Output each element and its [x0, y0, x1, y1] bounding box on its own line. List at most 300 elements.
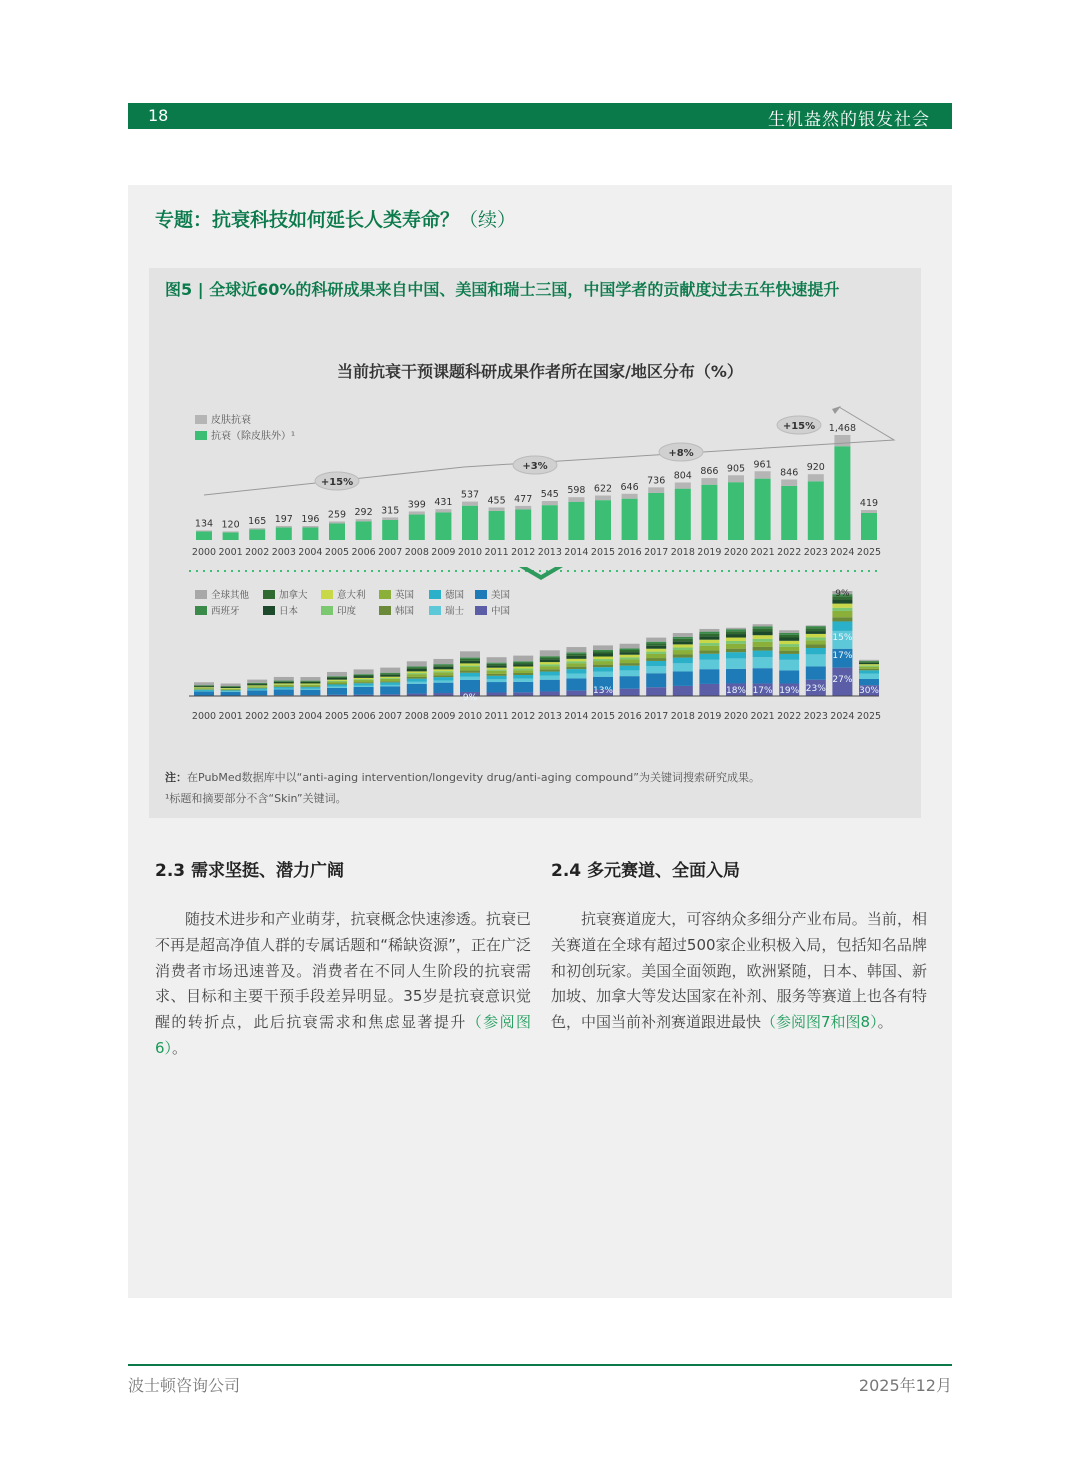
stacked-segment: [806, 628, 826, 631]
stacked-segment: [327, 684, 347, 685]
stacked-segment: [753, 632, 773, 636]
share-label: 27%: [832, 675, 853, 685]
section-heading-right: 2.4 多元赛道、全面入局: [551, 861, 741, 881]
stacked-segment: [726, 631, 746, 634]
tick-label: 2005: [324, 711, 350, 722]
stacked-segment: [300, 683, 320, 684]
legend-swatch: [195, 590, 207, 599]
stacked-segment: [194, 682, 214, 685]
stacked-segment: [726, 644, 746, 649]
stacked-segment: [354, 678, 374, 679]
footer-date: 2025年12月: [858, 1376, 952, 1395]
stacked-segment: [247, 688, 267, 689]
tick-label: 2013: [537, 547, 562, 558]
stacked-segment: [646, 649, 666, 652]
stacked-segment: [274, 683, 294, 684]
bar-antiaging: [409, 515, 425, 540]
stacked-segment: [487, 664, 507, 666]
stacked-segment: [566, 661, 586, 663]
stacked-segment: [859, 664, 879, 665]
stacked-segment: [859, 662, 879, 663]
bar-antiaging: [196, 531, 212, 540]
stacked-segment: [327, 682, 347, 684]
stacked-segment: [407, 684, 427, 694]
stacked-segment: [354, 682, 374, 683]
stacked-segment: [380, 674, 400, 675]
data-label: 1,468: [828, 423, 857, 434]
stacked-segment: [354, 674, 374, 675]
stacked-segment: [806, 634, 826, 638]
stacked-segment: [540, 662, 560, 664]
stacked-segment: [620, 652, 640, 655]
stacked-segment: [646, 654, 666, 658]
stacked-segment: [832, 611, 852, 617]
bar-antiaging: [648, 493, 664, 540]
stacked-segment: [593, 650, 613, 652]
stacked-segment: [407, 667, 427, 668]
stacked-segment: [513, 656, 533, 662]
stacked-segment: [354, 669, 374, 674]
stacked-segment: [832, 608, 852, 611]
stacked-segment: [300, 682, 320, 684]
section-end-right: 。: [877, 1013, 893, 1032]
share-label: 13%: [592, 686, 614, 696]
stacked-segment: [247, 690, 267, 695]
bar-skin: [728, 475, 744, 482]
page-number: 18: [148, 106, 169, 125]
tick-label: 2006: [351, 547, 376, 558]
stacked-segment: [407, 674, 427, 677]
stacked-segment: [566, 656, 586, 659]
stacked-segment: [513, 675, 533, 679]
stacked-segment: [380, 678, 400, 679]
stacked-segment: [646, 666, 666, 673]
stacked-segment: [380, 673, 400, 674]
stacked-segment: [566, 652, 586, 653]
stacked-segment: [806, 637, 826, 640]
stacked-segment: [274, 677, 294, 681]
stacked-segment: [779, 651, 799, 654]
stacked-segment: [380, 675, 400, 677]
tick-label: 2014: [564, 711, 589, 722]
tick-label: 2003: [271, 711, 296, 722]
stacked-segment: [274, 682, 294, 684]
section-heading-left: 2.3 需求坚挺、潜力广阔: [155, 861, 345, 881]
stacked-segment: [407, 673, 427, 674]
legend-label: 西班牙: [211, 606, 240, 617]
stacked-segment: [620, 657, 640, 659]
stacked-segment: [513, 679, 533, 682]
stacked-segment: [300, 687, 320, 689]
stacked-segment: [593, 651, 613, 653]
stacked-segment: [726, 628, 746, 629]
bar-antiaging: [223, 532, 239, 540]
stacked-segment: [221, 692, 241, 696]
stacked-segment: [407, 679, 427, 682]
chart-title: 当前抗衰干预课题科研成果作者所在国家/地区分布（%）: [337, 362, 743, 381]
share-label: 19%: [779, 686, 800, 696]
stacked-segment: [832, 621, 852, 630]
stacked-segment: [566, 654, 586, 656]
stacked-segment: [753, 639, 773, 642]
legend-label: 日本: [279, 606, 299, 617]
stacked-segment: [620, 666, 640, 671]
stacked-segment: [354, 686, 374, 687]
bar-antiaging: [834, 446, 850, 540]
bar-antiaging: [755, 479, 771, 540]
tick-label: 2012: [511, 547, 536, 558]
data-label: 537: [460, 489, 480, 501]
stacked-segment: [433, 677, 453, 680]
stacked-segment: [699, 654, 719, 660]
stacked-segment: [859, 670, 879, 673]
figure-chart: [149, 395, 921, 730]
tick-label: 2003: [271, 547, 296, 558]
bar-skin: [223, 531, 239, 532]
legend-label: 加拿大: [279, 590, 308, 601]
bar-antiaging: [622, 499, 638, 540]
tick-label: 2022: [777, 547, 802, 558]
data-label: 259: [327, 509, 347, 521]
tick-label: 2010: [457, 711, 483, 722]
tick-label: 2001: [218, 547, 243, 558]
chevron-down-icon: [519, 567, 563, 580]
legend-swatch: [263, 590, 275, 599]
stacked-segment: [194, 686, 214, 687]
bar-skin: [808, 474, 824, 481]
stacked-segment: [806, 626, 826, 628]
legend-label: 德国: [445, 590, 465, 601]
stacked-segment: [460, 667, 480, 671]
tick-label: 2025: [856, 547, 882, 558]
stacked-segment: [460, 677, 480, 680]
stacked-segment: [566, 663, 586, 666]
tick-label: 2020: [723, 711, 749, 722]
bar-antiaging: [302, 527, 318, 540]
footer-rule: [128, 1364, 952, 1366]
stacked-segment: [354, 676, 374, 678]
stacked-segment: [673, 644, 693, 647]
share-label: 15%: [832, 633, 853, 643]
stacked-segment: [620, 663, 640, 666]
legend-swatch: [321, 606, 333, 615]
tick-label: 2019: [697, 547, 722, 558]
figure-reference-right[interactable]: （参阅图7和图8）: [761, 1013, 878, 1032]
bar-skin: [462, 502, 478, 506]
tick-label: 2007: [378, 711, 403, 722]
stacked-segment: [354, 680, 374, 682]
bar-skin: [409, 511, 425, 514]
stacked-segment: [673, 650, 693, 654]
legend-label: 美国: [491, 590, 511, 601]
tick-label: 2017: [644, 711, 669, 722]
stacked-segment: [274, 685, 294, 687]
bar-skin: [542, 501, 558, 505]
stacked-segment: [380, 681, 400, 682]
legend-swatch: [379, 606, 391, 615]
trend-arrow-head: [832, 406, 841, 414]
stacked-segment: [859, 679, 879, 685]
stacked-segment: [832, 599, 852, 603]
tick-label: 2006: [351, 711, 376, 722]
share-label: 9%: [462, 693, 478, 703]
stacked-segment: [380, 679, 400, 681]
stacked-segment: [300, 677, 320, 681]
stacked-segment: [566, 673, 586, 678]
stacked-segment: [699, 640, 719, 643]
stacked-segment: [487, 657, 507, 662]
stacked-segment: [247, 683, 267, 684]
bar-antiaging: [568, 502, 584, 540]
stacked-segment: [726, 638, 746, 641]
stacked-segment: [726, 634, 746, 637]
data-label: 598: [567, 485, 586, 497]
stacked-segment: [487, 674, 507, 676]
bar-antiaging: [675, 489, 691, 540]
bar-skin: [568, 497, 584, 502]
bar-skin: [755, 471, 771, 478]
bar-antiaging: [515, 509, 531, 540]
stacked-segment: [646, 643, 666, 645]
stacked-segment: [300, 681, 320, 682]
stacked-segment: [593, 667, 613, 672]
tick-label: 2011: [484, 547, 509, 558]
stacked-segment: [327, 677, 347, 678]
stacked-segment: [673, 663, 693, 671]
stacked-segment: [274, 681, 294, 682]
tick-label: 2019: [697, 711, 722, 722]
tick-label: 2010: [457, 547, 483, 558]
stacked-segment: [726, 658, 746, 668]
stacked-segment: [540, 672, 560, 676]
stacked-segment: [221, 690, 241, 691]
stacked-segment: [354, 687, 374, 695]
legend-label: 瑞士: [445, 606, 465, 617]
data-label: 622: [593, 483, 613, 495]
note-line-2: ¹标题和摘要部分不含“Skin”关键词。: [165, 792, 347, 805]
data-label: 455: [487, 495, 506, 507]
bar-antiaging: [382, 520, 398, 540]
stacked-segment: [380, 682, 400, 685]
stacked-segment: [753, 668, 773, 683]
data-label: 646: [620, 481, 639, 493]
stacked-segment: [433, 683, 453, 693]
stacked-segment: [274, 690, 294, 696]
legend-swatch: [475, 590, 487, 599]
section-end-left: 。: [172, 1038, 188, 1057]
stacked-segment: [513, 667, 533, 669]
stacked-segment: [859, 667, 879, 669]
stacked-segment: [247, 686, 267, 687]
stacked-segment: [327, 684, 347, 686]
bar-skin: [356, 519, 372, 521]
stacked-segment: [646, 638, 666, 642]
stacked-segment: [593, 672, 613, 677]
stacked-segment: [753, 626, 773, 628]
stacked-segment: [460, 659, 480, 661]
legend-label-antiaging: 抗衰（除皮肤外）¹: [211, 431, 296, 442]
stacked-segment: [540, 666, 560, 669]
stacked-segment: [433, 675, 453, 677]
tick-label: 2004: [298, 547, 323, 558]
bar-skin: [622, 494, 638, 499]
data-label: 292: [354, 507, 373, 519]
stacked-segment: [513, 692, 533, 696]
tick-label: 2024: [830, 711, 855, 722]
stacked-segment: [726, 649, 746, 652]
data-label: 846: [780, 467, 799, 479]
stacked-segment: [699, 660, 719, 669]
bar-antiaging: [701, 485, 717, 540]
stacked-segment: [274, 687, 294, 689]
tick-label: 2022: [777, 711, 802, 722]
stacked-segment: [433, 659, 453, 664]
stacked-segment: [753, 624, 773, 626]
stacked-segment: [221, 684, 241, 687]
stacked-segment: [593, 645, 613, 650]
stacked-segment: [753, 629, 773, 632]
stacked-segment: [460, 651, 480, 657]
bar-skin: [515, 506, 531, 510]
stacked-segment: [646, 687, 666, 696]
stacked-segment: [832, 617, 852, 621]
tick-label: 2011: [484, 711, 509, 722]
stacked-segment: [859, 669, 879, 670]
section-text-right: [551, 907, 927, 1036]
tick-label: 2012: [511, 711, 536, 722]
bar-antiaging: [276, 527, 292, 540]
header-title: 生机盎然的银发社会: [768, 110, 930, 130]
tick-label: 2024: [830, 547, 855, 558]
tick-label: 2002: [245, 547, 270, 558]
legend-label: 印度: [337, 606, 357, 617]
growth-label: +15%: [320, 477, 354, 488]
stacked-segment: [646, 673, 666, 687]
stacked-segment: [327, 687, 347, 688]
stacked-segment: [726, 641, 746, 644]
stacked-segment: [859, 666, 879, 667]
stacked-segment: [779, 647, 799, 651]
tick-label: 2000: [191, 711, 217, 722]
tick-label: 2016: [617, 547, 642, 558]
data-label: 196: [301, 513, 320, 525]
stacked-segment: [487, 676, 507, 679]
tick-label: 2021: [750, 547, 775, 558]
figure-note: [165, 767, 760, 809]
figure-title: 图5 | 全球近60%的科研成果来自中国、美国和瑞士三国，中国学者的贡献度过去五年快速提升: [165, 280, 840, 299]
stacked-segment: [247, 680, 267, 683]
stacked-segment: [460, 671, 480, 673]
stacked-segment: [673, 637, 693, 639]
stacked-segment: [407, 669, 427, 671]
stacked-segment: [194, 687, 214, 688]
stacked-segment: [806, 625, 826, 626]
tick-label: 2014: [564, 547, 589, 558]
stacked-segment: [354, 679, 374, 680]
bar-skin: [276, 526, 292, 528]
stacked-segment: [673, 648, 693, 651]
stacked-segment: [566, 691, 586, 696]
stacked-segment: [300, 689, 320, 690]
stacked-segment: [194, 686, 214, 687]
stacked-segment: [460, 661, 480, 664]
tick-label: 2007: [378, 547, 403, 558]
stacked-segment: [274, 681, 294, 682]
stacked-segment: [806, 648, 826, 654]
tick-label: 2013: [537, 711, 562, 722]
topic-title-text: 专题：抗衰科技如何延长人类寿命？: [155, 209, 460, 231]
tick-label: 2025: [856, 711, 882, 722]
legend-swatch: [195, 606, 207, 615]
stacked-segment: [221, 688, 241, 689]
bar-antiaging: [595, 500, 611, 540]
stacked-segment: [194, 688, 214, 689]
share-label: 18%: [725, 686, 747, 696]
data-label: 120: [221, 519, 240, 531]
stacked-segment: [487, 668, 507, 670]
stacked-segment: [699, 643, 719, 646]
bar-skin: [249, 528, 265, 529]
stacked-segment: [380, 685, 400, 686]
stacked-segment: [540, 680, 560, 692]
stacked-segment: [487, 682, 507, 692]
stacked-segment: [513, 670, 533, 673]
tick-label: 2018: [670, 711, 695, 722]
stacked-segment: [779, 638, 799, 641]
stacked-segment: [247, 684, 267, 685]
stacked-segment: [194, 690, 214, 691]
figure-reference-left[interactable]: （参阅图6）: [155, 1013, 531, 1057]
stacked-segment: [407, 668, 427, 669]
stacked-segment: [460, 663, 480, 665]
stacked-segment: [354, 675, 374, 676]
stacked-segment: [620, 648, 640, 650]
stacked-segment: [327, 680, 347, 681]
stacked-segment: [513, 669, 533, 671]
tick-label: 2005: [324, 547, 350, 558]
stacked-segment: [327, 678, 347, 680]
growth-label: +8%: [668, 448, 694, 459]
data-label: 399: [407, 499, 426, 511]
stacked-segment: [540, 691, 560, 696]
stacked-segment: [513, 682, 533, 692]
bar-antiaging: [249, 529, 265, 540]
stacked-segment: [433, 667, 453, 670]
stacked-segment: [806, 631, 826, 634]
stacked-segment: [380, 686, 400, 694]
stacked-segment: [646, 642, 666, 644]
stacked-segment: [566, 647, 586, 652]
stacked-segment: [699, 629, 719, 632]
bar-skin: [675, 482, 691, 488]
stacked-segment: [221, 687, 241, 688]
stacked-segment: [779, 654, 799, 660]
stacked-segment: [779, 644, 799, 647]
stacked-segment: [726, 669, 746, 684]
data-label: 736: [647, 475, 666, 487]
stacked-segment: [806, 644, 826, 648]
bar-skin: [701, 478, 717, 485]
stacked-segment: [699, 636, 719, 639]
stacked-segment: [407, 682, 427, 684]
stacked-segment: [540, 669, 560, 671]
tick-label: 2009: [431, 547, 456, 558]
footer-company: 波士顿咨询公司: [128, 1376, 241, 1395]
legend-swatch: [379, 590, 391, 599]
stacked-segment: [327, 672, 347, 676]
stacked-segment: [620, 670, 640, 676]
share-label: 17%: [752, 686, 773, 696]
